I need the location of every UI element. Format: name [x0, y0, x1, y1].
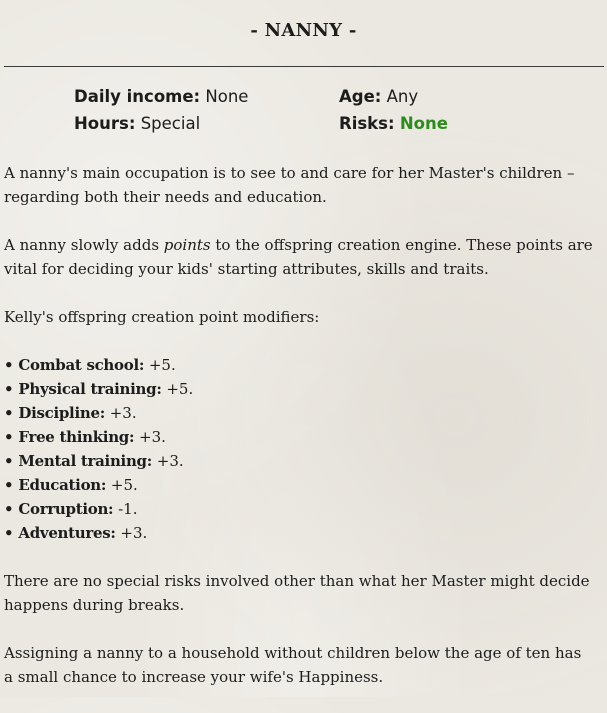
bullet-icon: • [4, 500, 14, 518]
modifier-value: +5. [110, 476, 138, 494]
modifier-name: Physical training: [18, 380, 162, 398]
hours-value: Special [140, 114, 201, 133]
bullet-icon: • [4, 524, 14, 542]
modifier-value: +3. [109, 404, 137, 422]
bullet-icon: • [4, 452, 14, 470]
bullet-icon: • [4, 380, 14, 398]
occupation-paragraph: A nanny's main occupation is to see to and care for her Master's children – regarding both their needs and education. [4, 164, 575, 206]
age-value: Any [386, 87, 419, 106]
modifier-value: +5. [166, 380, 194, 398]
risks-value: None [399, 114, 448, 133]
description-body [4, 161, 594, 713]
modifier-value: +5. [148, 356, 176, 374]
modifier-name: Mental training: [18, 452, 152, 470]
modifiers-intro: Kelly's offspring creation point modifiers: [4, 308, 320, 326]
points-text-after: to the offspring creation engine. These points are vital for deciding your kids' starting attributes, skills and traits. [4, 236, 593, 278]
risks-paragraph: There are no special risks involved other than what her Master might decide happens during breaks. [4, 572, 590, 614]
bullet-icon: • [4, 404, 14, 422]
risks-row [339, 110, 448, 137]
info-column-left [74, 83, 248, 137]
hours-row [74, 110, 248, 137]
bullet-icon: • [4, 356, 14, 374]
modifier-item [4, 521, 594, 545]
modifier-value: +3. [139, 428, 166, 446]
daily-income-row [74, 83, 248, 110]
modifier-name: Free thinking: [18, 428, 135, 446]
daily-income-label: Daily income: [74, 87, 201, 106]
modifier-item [4, 449, 594, 473]
modifier-name: Combat school: [18, 356, 145, 374]
bullet-icon: • [4, 476, 14, 494]
modifier-item [4, 425, 594, 449]
modifier-name: Adventures: [18, 524, 116, 542]
modifier-value: -1. [118, 500, 138, 518]
daily-income-value: None [205, 87, 249, 106]
modifier-name: Corruption: [18, 500, 114, 518]
bullet-icon: • [4, 428, 14, 446]
page-title: - NANNY - [250, 20, 357, 41]
modifier-value: +3. [156, 452, 184, 470]
points-text-before: A nanny slowly adds [4, 236, 164, 254]
modifier-name: Education: [18, 476, 107, 494]
hours-label: Hours: [74, 114, 136, 133]
points-emphasis: points [163, 236, 211, 254]
modifier-item [4, 353, 594, 377]
modifier-item [4, 473, 594, 497]
risks-label: Risks: [339, 114, 395, 133]
modifier-name: Discipline: [18, 404, 105, 422]
happiness-paragraph: Assigning a nanny to a household without children below the age of ten has a small chance to increase your wife's Happiness. [4, 644, 582, 686]
modifier-list [4, 353, 594, 545]
modifier-item [4, 377, 594, 401]
info-column-right [339, 83, 448, 137]
points-paragraph [4, 233, 594, 281]
title-divider [4, 66, 604, 67]
age-label: Age: [339, 87, 382, 106]
modifier-item [4, 497, 594, 521]
modifier-value: +3. [120, 524, 148, 542]
age-row [339, 83, 448, 110]
modifier-item [4, 401, 594, 425]
